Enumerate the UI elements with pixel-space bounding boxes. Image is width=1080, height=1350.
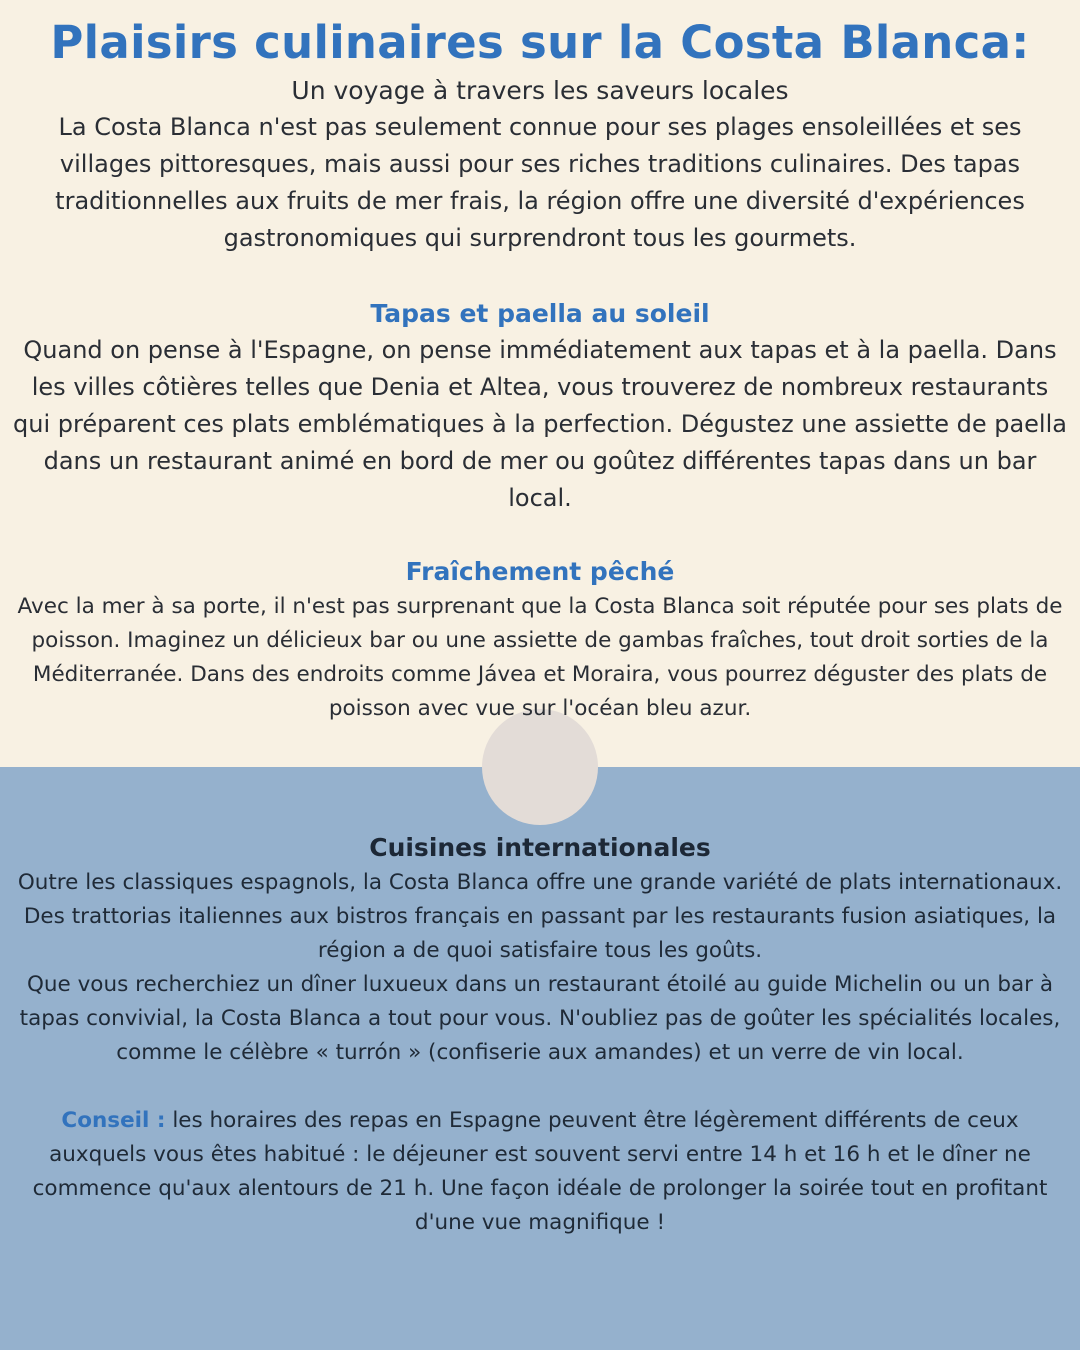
- tip-paragraph: [0, 1104, 1080, 1240]
- section-title-poisson: Fraîchement pêché: [405, 557, 675, 586]
- section-text-international: Outre les classiques espagnols, la Costa Blanca offre une grande variété de plats internationaux. Des trattorias italiennes aux bistros français en passant par les restaurants fusion asiatiques, la région a de quoi satisfaire tous les goûts.: [17, 870, 1063, 963]
- section-text-poisson: Avec la mer à sa porte, il n'est pas surprenant que la Costa Blanca soit réputée pour ses plats de poisson. Imaginez un délicieux bar ou une assiette de gambas fraîches, tout droit sorties de la Méditerranée. Dans des endroits comme Jávea et Moraira, vous pourrez déguster des plats de poisson avec vue sur l'océan bleu azur.: [17, 594, 1063, 721]
- tip-text: les horaires des repas en Espagne peuvent être légèrement différents de ceux auxquels vous êtes habitué : le déjeuner est souvent servi entre 14 h et 16 h et le dîner ne commence qu'aux alentours de 21 h. Une façon idéale de prolonger la soirée tout en profitant d'une vue magnifique !: [32, 1108, 1048, 1235]
- decorative-circle: [482, 709, 598, 825]
- upper-content: [0, 14, 1080, 726]
- section-text-tapas: Quand on pense à l'Espagne, on pense immédiatement aux tapas et à la paella. Dans les villes côtières telles que Denia et Altea, vous trouverez de nombreux restaurants qui préparent ces plats emblématiques à la perfection. Dégustez une assiette de paella dans un restaurant animé en bord de mer ou goûtez différentes tapas dans un bar local.: [13, 336, 1067, 512]
- page-title: Plaisirs culinaires sur la Costa Blanca:: [50, 16, 1030, 69]
- lower-content: [0, 830, 1080, 1240]
- section-title-tapas: Tapas et paella au soleil: [370, 299, 710, 328]
- section-text-international-2: Que vous recherchiez un dîner luxueux dans un restaurant étoilé au guide Michelin ou un bar à tapas convivial, la Costa Blanca a tout pour vous. N'oubliez pas de goûter les spécialités locales, comme le célèbre « turrón » (confiserie aux amandes) et un verre de vin local.: [19, 972, 1061, 1065]
- intro-paragraph: La Costa Blanca n'est pas seulement connue pour ses plages ensoleillées et ses villages pittoresques, mais aussi pour ses riches traditions culinaires. Des tapas traditionnelles aux fruits de mer frais, la région offre une diversité d'expériences gastronomiques qui surprendront tous les gourmets.: [55, 113, 1025, 252]
- section-title-international: Cuisines internationales: [369, 833, 711, 862]
- page-subtitle: Un voyage à travers les saveurs locales: [291, 76, 789, 105]
- tip-label: Conseil :: [61, 1108, 166, 1133]
